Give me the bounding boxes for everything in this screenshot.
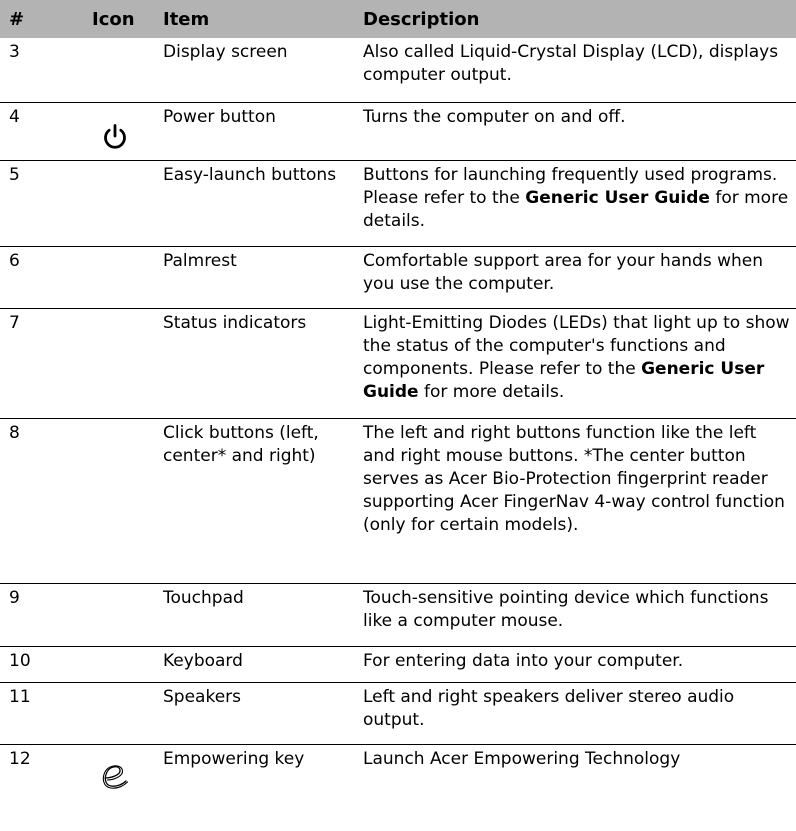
row-icon-cell — [77, 744, 154, 804]
row-icon-cell — [77, 246, 154, 308]
table-row — [0, 308, 796, 418]
row-icon-cell — [77, 682, 154, 744]
header-description: Description — [354, 0, 796, 38]
table-row — [0, 744, 796, 804]
header-num: # — [0, 0, 77, 38]
row-description: Comfortable support area for your hands when you use the computer. — [354, 246, 796, 308]
empowering-key-icon — [97, 761, 131, 791]
row-description: For entering data into your computer. — [354, 646, 796, 682]
table-row — [0, 583, 796, 646]
power-icon — [101, 123, 129, 151]
row-num: 12 — [9, 748, 31, 769]
row-description: Also called Liquid-Crystal Display (LCD), displays computer output. — [354, 38, 796, 102]
row-item: Easy-launch buttons — [154, 160, 354, 246]
row-item: Display screen — [154, 38, 354, 102]
description-text: Light-Emitting Diodes (LEDs) that light up to show the status of the computer's functions and components. Please refer to the — [363, 312, 790, 379]
description-text: Buttons for launching frequently used programs. Please refer to the — [363, 164, 778, 208]
table-row — [0, 246, 796, 308]
row-icon-cell — [77, 646, 154, 682]
table-row — [0, 682, 796, 744]
header-icon: Icon — [77, 0, 154, 38]
description-text: for more details. — [418, 381, 565, 402]
row-icon-cell — [77, 308, 154, 418]
row-description — [354, 308, 796, 418]
row-num: 7 — [0, 308, 77, 418]
row-icon-cell — [77, 418, 154, 583]
description-text: (only for certain models). — [363, 514, 579, 535]
row-icon-cell — [77, 102, 154, 160]
row-num: 5 — [0, 160, 77, 246]
table-row — [0, 160, 796, 246]
row-item: Power button — [154, 102, 354, 160]
row-num: 3 — [0, 38, 77, 102]
row-description — [354, 160, 796, 246]
row-item: Empowering key — [163, 748, 305, 769]
row-item: Palmrest — [154, 246, 354, 308]
row-description: Touch-sensitive pointing device which functions like a computer mouse. — [354, 583, 796, 646]
row-num: 8 — [0, 418, 77, 583]
table-row — [0, 102, 796, 160]
row-description: Left and right speakers deliver stereo audio output. — [354, 682, 796, 744]
row-description: Launch Acer Empowering Technology — [363, 748, 681, 769]
row-num: 10 — [0, 646, 77, 682]
table-row — [0, 646, 796, 682]
guide-reference: Generic User Guide — [363, 358, 765, 402]
row-item: Speakers — [154, 682, 354, 744]
row-num: 4 — [0, 102, 77, 160]
table-header-row — [0, 0, 796, 38]
row-description — [354, 418, 796, 583]
row-icon-cell — [77, 583, 154, 646]
row-num: 11 — [0, 682, 77, 744]
table-row — [0, 38, 796, 102]
row-item: Status indicators — [154, 308, 354, 418]
row-icon-cell — [77, 160, 154, 246]
row-icon-cell — [77, 38, 154, 102]
table-row — [0, 418, 796, 583]
description-text: for more details. — [363, 187, 789, 231]
header-item: Item — [154, 0, 354, 38]
description-text: The left and right buttons function like the left and right mouse buttons. *The center button serves as Acer Bio-Protection fingerprint reader supporting Acer FingerNav 4-way control function — [363, 422, 785, 512]
row-description: Turns the computer on and off. — [354, 102, 796, 160]
row-item: Keyboard — [154, 646, 354, 682]
row-num: 9 — [0, 583, 77, 646]
row-item: Touchpad — [154, 583, 354, 646]
row-num: 6 — [0, 246, 77, 308]
row-item: Click buttons (left, center* and right) — [154, 418, 354, 583]
guide-reference: Generic User Guide — [525, 187, 710, 208]
